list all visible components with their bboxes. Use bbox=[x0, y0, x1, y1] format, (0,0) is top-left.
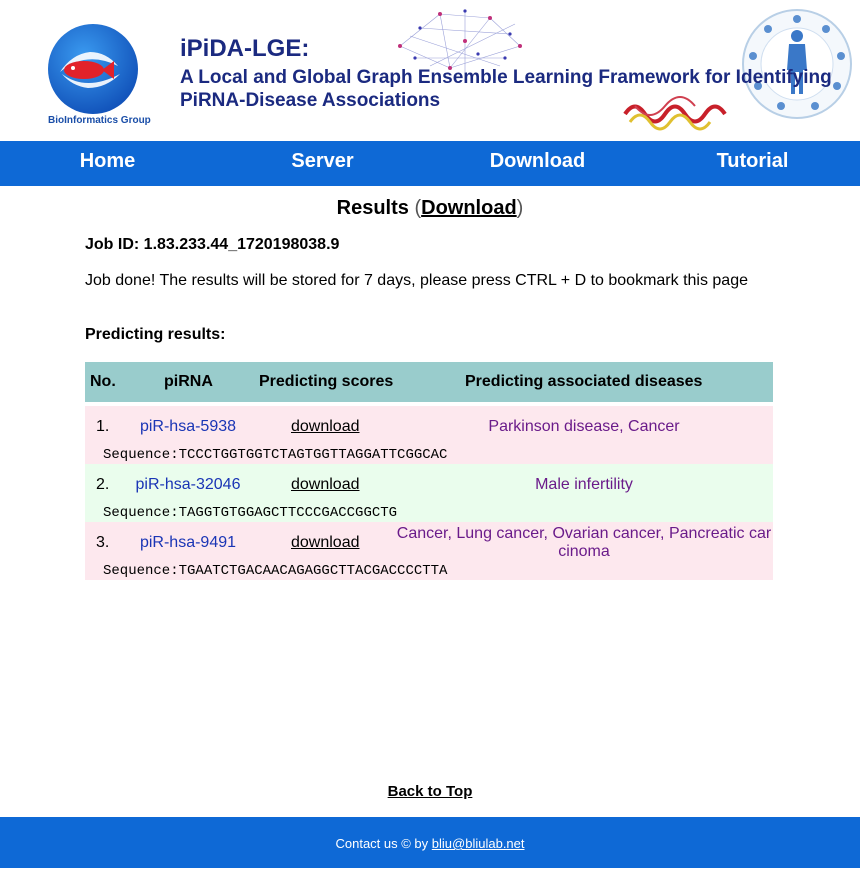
app-title: iPiDA-LGE: bbox=[180, 35, 310, 62]
header-scores: Predicting scores bbox=[259, 373, 394, 390]
app-subtitle: A Local and Global Graph Ensemble Learning Framework for Identifying PiRNA-Disease Associations bbox=[180, 67, 832, 111]
header-no: No. bbox=[90, 373, 116, 390]
nav-home[interactable]: Home bbox=[79, 150, 136, 172]
pirna-link[interactable]: piR-hsa-32046 bbox=[135, 476, 241, 493]
paren-close: ) bbox=[516, 197, 524, 219]
bioinformatics-group-logo[interactable] bbox=[46, 22, 140, 116]
job-message: Job done! The results will be stored for 7 days, please press CTRL + D to bookmark this page bbox=[85, 272, 748, 289]
score-download-link[interactable]: download bbox=[291, 534, 360, 551]
header-diseases: Predicting associated diseases bbox=[465, 373, 703, 390]
pirna-link[interactable]: piR-hsa-9491 bbox=[139, 534, 237, 551]
nav-server[interactable]: Server bbox=[291, 150, 354, 172]
table-row bbox=[85, 406, 773, 464]
results-label: Results bbox=[336, 197, 409, 219]
results-table bbox=[85, 362, 773, 580]
row-number: 1. bbox=[96, 418, 110, 435]
back-to-top-link[interactable]: Back to Top bbox=[387, 783, 473, 800]
nav-download[interactable]: Download bbox=[489, 150, 586, 172]
score-download-link[interactable]: download bbox=[291, 476, 360, 493]
pirna-link[interactable]: piR-hsa-5938 bbox=[139, 418, 237, 435]
results-download-link[interactable]: Download bbox=[421, 197, 517, 219]
paren-open: ( bbox=[414, 197, 422, 219]
site-header bbox=[0, 0, 860, 141]
results-heading bbox=[0, 197, 860, 220]
table-row bbox=[85, 464, 773, 522]
table-row bbox=[85, 522, 773, 580]
score-download-link[interactable]: download bbox=[291, 418, 360, 435]
predicting-results-label: Predicting results: bbox=[85, 326, 226, 343]
row-number: 2. bbox=[96, 476, 110, 493]
row-number: 3. bbox=[96, 534, 110, 551]
sequence-text: Sequence:TAGGTGTGGAGCTTCCCGACCGGCTG bbox=[103, 505, 398, 521]
sequence-text: Sequence:TGAATCTGACAACAGAGGCTTACGACCCCTTA bbox=[103, 563, 448, 579]
lab-name: BioInformatics Group bbox=[48, 115, 151, 126]
job-id: Job ID: 1.83.233.44_1720198038.9 bbox=[85, 236, 340, 253]
disease-list: Male infertility bbox=[535, 476, 633, 493]
contact-text: Contact us © by bbox=[335, 836, 429, 851]
disease-list: Cancer, Lung cancer, Ovarian cancer, Pancreatic car cinoma bbox=[396, 525, 772, 560]
contact-email-link[interactable]: bliu@bliulab.net bbox=[431, 836, 525, 851]
header-pirna: piRNA bbox=[164, 373, 213, 390]
main-nav bbox=[0, 141, 860, 186]
table-header bbox=[85, 362, 773, 402]
sequence-text: Sequence:TCCCTGGTGGTCTAGTGGTTAGGATTCGGCAC bbox=[103, 447, 448, 463]
disease-list: Parkinson disease, Cancer bbox=[488, 418, 680, 435]
site-footer bbox=[0, 817, 860, 868]
nav-tutorial[interactable]: Tutorial bbox=[716, 150, 789, 172]
